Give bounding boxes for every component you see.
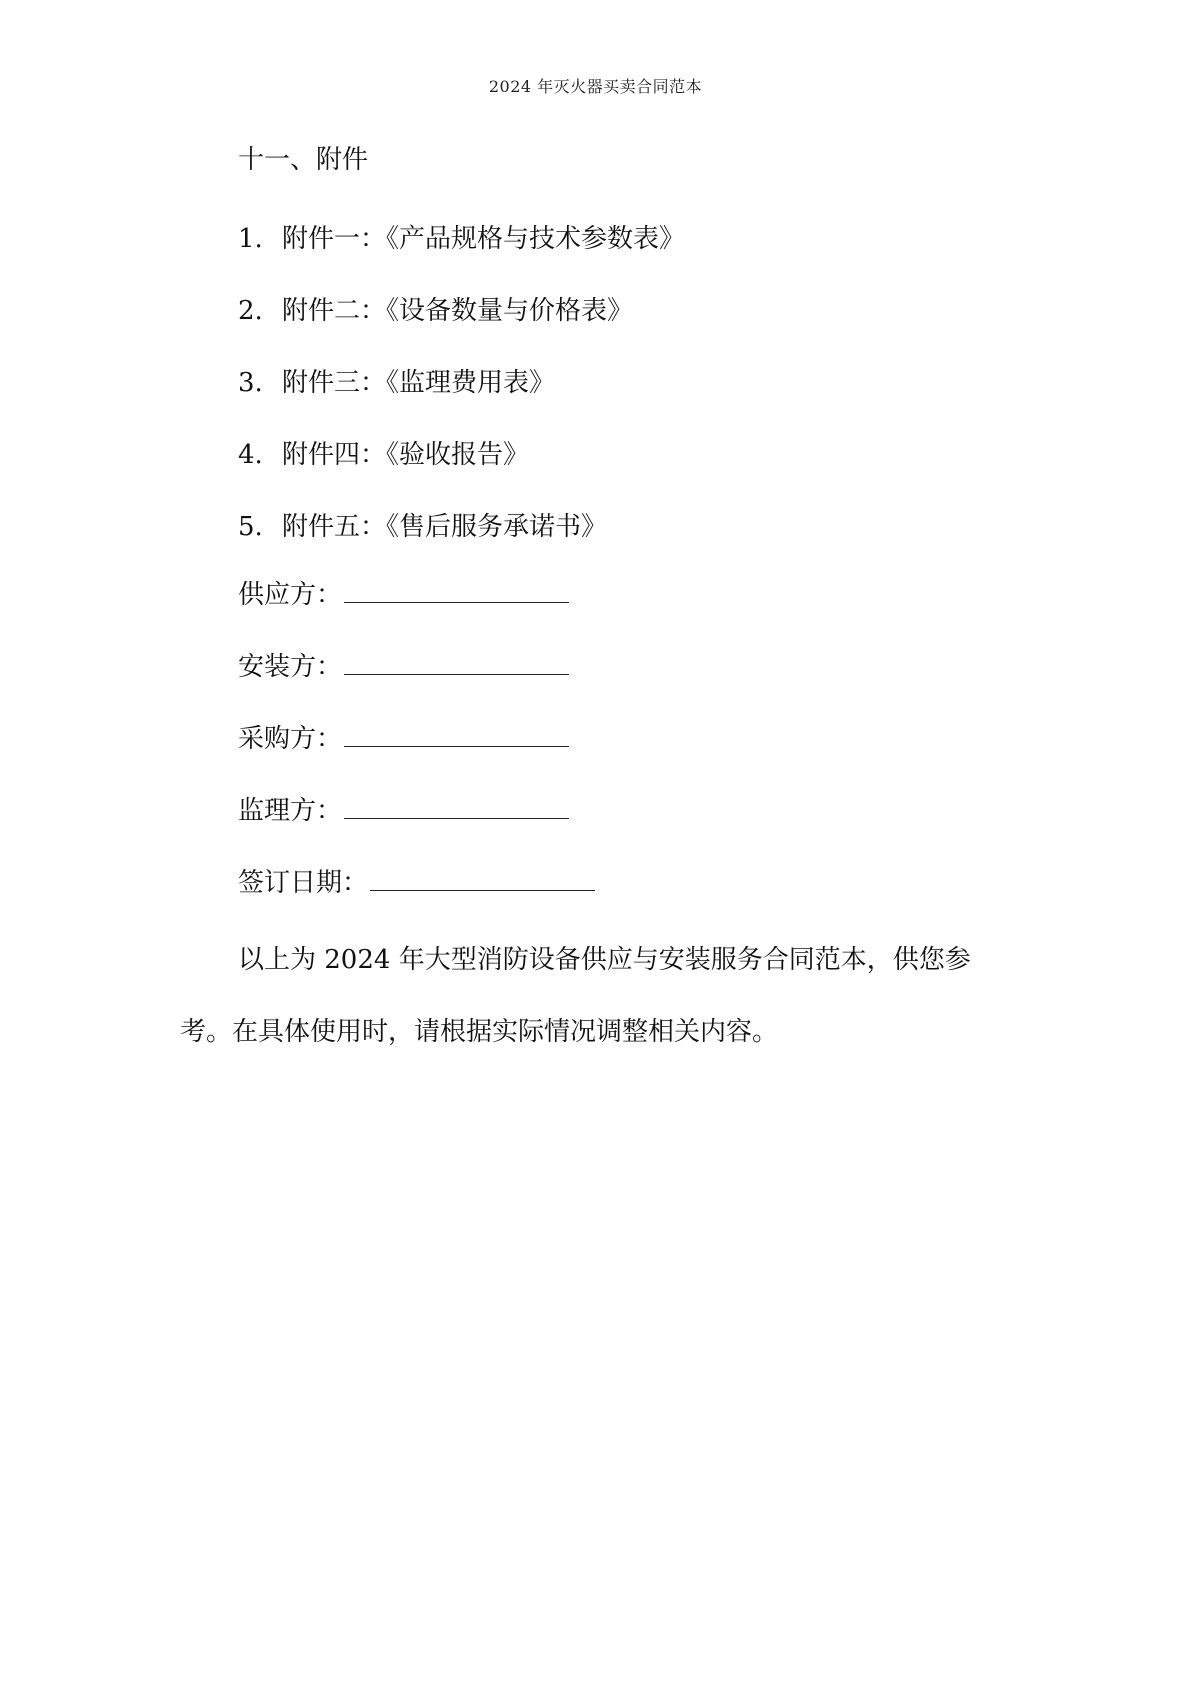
signature-line-supplier	[238, 578, 569, 612]
attachment-number: 5.	[238, 512, 263, 542]
attachment-number: 1.	[238, 224, 263, 254]
attachment-text: 附件二：《设备数量与价格表》	[282, 296, 634, 326]
signature-blank[interactable]	[344, 798, 569, 819]
signature-label: 安装方：	[238, 652, 343, 682]
signature-label: 签订日期：	[238, 868, 369, 898]
attachment-number: 2.	[238, 296, 263, 326]
signature-label: 供应方：	[238, 580, 343, 610]
attachment-item	[238, 222, 685, 256]
attachment-text: 附件一：《产品规格与技术参数表》	[282, 224, 686, 254]
attachment-number: 4.	[238, 440, 263, 470]
signature-line-installer	[238, 650, 569, 684]
signature-line-supervisor	[238, 794, 569, 828]
signature-label: 采购方：	[238, 724, 343, 754]
section-heading: 十一、附件	[238, 145, 369, 175]
attachment-number: 3.	[238, 368, 263, 398]
attachment-text: 附件三：《监理费用表》	[282, 368, 556, 398]
signature-line-date	[238, 866, 595, 900]
attachment-text: 附件四：《验收报告》	[282, 440, 530, 470]
signature-blank[interactable]	[370, 870, 595, 891]
signature-blank[interactable]	[344, 582, 569, 603]
attachment-item	[238, 438, 529, 472]
attachment-item	[238, 366, 555, 400]
attachment-text: 附件五：《售后服务承诺书》	[282, 512, 608, 542]
signature-label: 监理方：	[238, 796, 343, 826]
closing-paragraph: 以上为 2024 年大型消防设备供应与安装服务合同范本，供您参考。在具体使用时，请根据实际情况调整相关内容。	[180, 945, 971, 1047]
signature-blank[interactable]	[344, 654, 569, 675]
signature-line-purchaser	[238, 722, 569, 756]
page-header: 2024 年灭火器买卖合同范本	[488, 77, 703, 96]
signature-blank[interactable]	[344, 726, 569, 747]
attachment-item	[238, 510, 607, 544]
attachment-item	[238, 294, 633, 328]
